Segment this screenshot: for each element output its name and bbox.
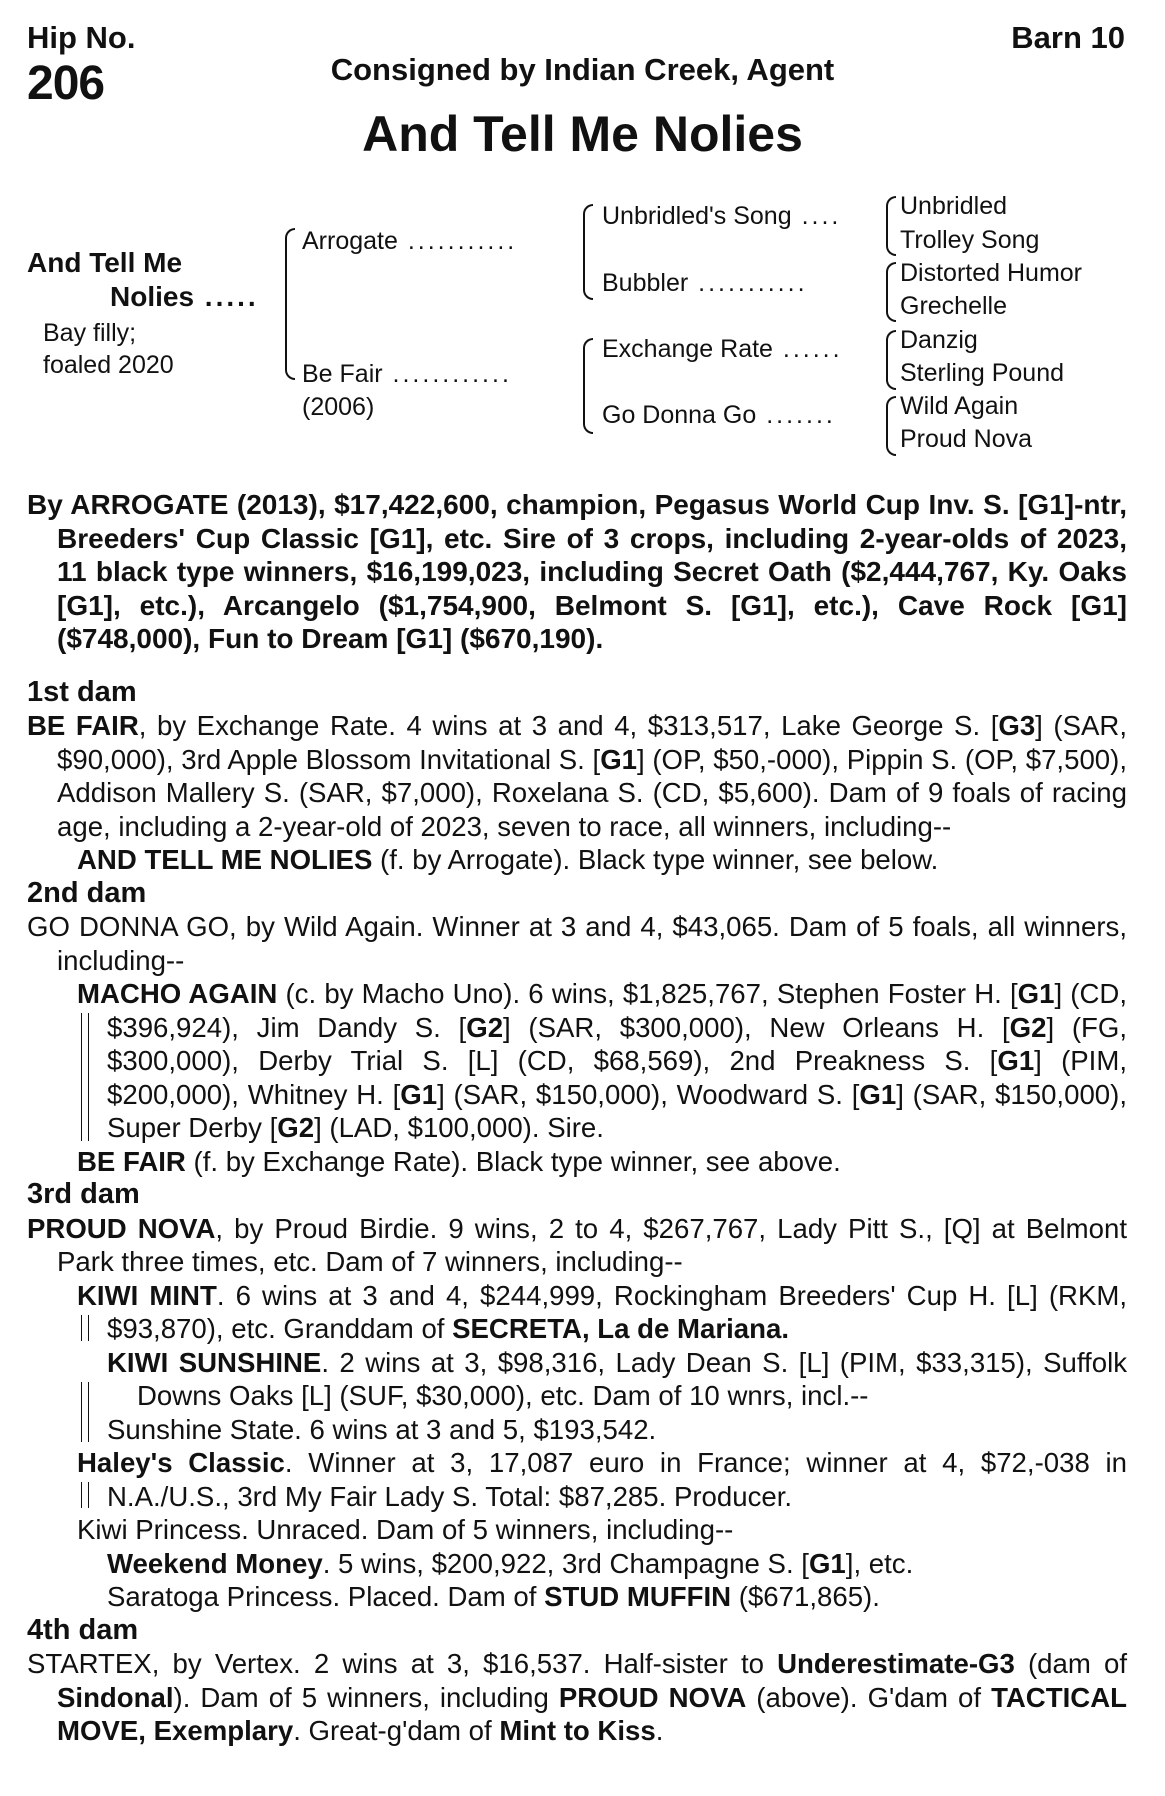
fourth-dam-paragraph: STARTEX, by Vertex. 2 wins at 3, $16,537. Half-sister to Underestimate-G3 (dam of Sindonal). Dam of 5 winners, including PROUD NOVA (above). G'dam of TACTICAL MOVE, Exemplary. Great-g'dam of Mint to Kiss.	[27, 1648, 1127, 1746]
consignor: Consigned by Indian Creek, Agent	[330, 52, 835, 87]
catalog-page-body	[27, 488, 1127, 1748]
kiwi-princess-produce-weekend-money: Weekend Money. 5 wins, $200,922, 3rd Champagne S. [G1], etc.	[107, 1547, 914, 1579]
pedigree-brace-g3-3	[886, 330, 896, 390]
pedigree-sire-dam: Bubbler ...........	[602, 269, 808, 297]
hip-number: 206	[27, 57, 105, 110]
third-dam-produce-haleys-classic: Haley's Classic. Winner at 3, 17,087 euro in France; winner at 4, $72,-038 in N.A./U.S., 3rd My Fair Lady S. Total: $87,285. Producer.	[77, 1447, 1127, 1512]
pedigree-g3-7: Wild Again	[900, 392, 1019, 420]
pedigree-dam-dam: Go Donna Go .......	[602, 401, 836, 429]
sire-paragraph: By ARROGATE (2013), $17,422,600, champion, Pegasus World Cup Inv. S. [G1]-ntr, Breeders' Cup Classic [G1], etc. Sire of 3 crops, including 2-year-olds of 2023, 11 black type winners, $16,199,023, including Secret Oath ($2,444,767, Ky. Oaks [G1], etc.), Arcangelo ($1,754,900, Belmont S. [G1], etc.), Cave Rock [G1] ($748,000), Fun to Dream [G1] ($670,190).	[27, 489, 1127, 654]
haleys-vertical-rule	[81, 1482, 89, 1508]
pedigree-brace-g3-2	[886, 262, 896, 322]
pedigree-dam-year: (2006)	[302, 393, 375, 421]
pedigree-brace-g3-4	[886, 396, 896, 456]
kiwi-sunshine-vertical-rule	[81, 1382, 89, 1442]
second-dam-produce-be-fair: BE FAIR (f. by Exchange Rate). Black type winner, see above.	[77, 1145, 841, 1177]
pedigree-brace-dam	[583, 338, 593, 434]
pedigree-horse-desc2: foaled 2020	[43, 351, 174, 379]
third-dam-produce-kiwi-sunshine	[27, 1346, 1127, 1447]
sunshine-state-text: Sunshine State. 6 wins at 3 and 5, $193,542.	[107, 1413, 657, 1445]
pedigree-brace-g3-1	[886, 196, 896, 256]
first-dam-produce: AND TELL ME NOLIES (f. by Arrogate). Black type winner, see below.	[77, 844, 939, 875]
horse-title: And Tell Me Nolies	[362, 106, 803, 162]
second-dam-vertical-rule	[81, 1013, 89, 1141]
pedigree-dam-sire: Exchange Rate ......	[602, 335, 843, 363]
pedigree-g3-6: Sterling Pound	[900, 359, 1065, 387]
first-dam-heading: 1st dam	[27, 675, 137, 708]
hip-label: Hip No.	[27, 20, 136, 55]
kiwi-princess-produce-saratoga-princess: Saratoga Princess. Placed. Dam of STUD MUFFIN ($671,865).	[107, 1581, 880, 1612]
kiwi-sunshine-text: KIWI SUNSHINE. 2 wins at 3, $98,316, Lady Dean S. [L] (PIM, $33,315), Suffolk Downs Oaks [L] (SUF, $30,000), etc. Dam of 10 wnrs, incl.--	[107, 1346, 1128, 1411]
pedigree-horse-line1: And Tell Me	[27, 247, 183, 278]
fourth-dam-heading: 4th dam	[27, 1613, 139, 1646]
pedigree-g3-8: Proud Nova	[900, 425, 1033, 453]
pedigree-dam: Be Fair ............	[302, 360, 512, 388]
third-dam-paragraph: PROUD NOVA, by Proud Birdie. 9 wins, 2 to 4, $267,767, Lady Pitt S., [Q] at Belmont Park three times, etc. Dam of 7 winners, including--	[27, 1212, 1127, 1277]
pedigree-g3-1: Unbridled	[900, 192, 1008, 220]
pedigree-horse-line2: Nolies .....	[110, 281, 259, 312]
pedigree-g3-3: Distorted Humor	[900, 259, 1082, 287]
pedigree-g3-4: Grechelle	[900, 292, 1007, 320]
pedigree-horse-desc1: Bay filly;	[43, 319, 137, 347]
pedigree-sire: Arrogate ...........	[302, 227, 518, 255]
barn-number: Barn 10	[1011, 20, 1125, 55]
first-dam-paragraph: BE FAIR, by Exchange Rate. 4 wins at 3 and 4, $313,517, Lake George S. [G3] (SAR, $90,000), 3rd Apple Blossom Invitational S. [G1] (OP, $50,-000), Pippin S. (OP, $7,500), Addison Mallery S. (SAR, $7,000), Roxelana S. (CD, $5,600). Dam of 9 foals of racing age, including a 2-year-old of 2023, seven to race, all winners, including--	[27, 710, 1127, 842]
third-dam-produce-kiwi-princess: Kiwi Princess. Unraced. Dam of 5 winners, including--	[77, 1514, 734, 1545]
third-dam-produce-kiwi-mint: KIWI MINT. 6 wins at 3 and 4, $244,999, Rockingham Breeders' Cup H. [L] (RKM, $93,870), etc. Granddam of SECRETA, La de Mariana.	[77, 1279, 1127, 1344]
pedigree-g3-2: Trolley Song	[900, 226, 1040, 254]
kiwi-mint-vertical-rule	[81, 1315, 89, 1341]
second-dam-heading: 2nd dam	[27, 876, 147, 909]
pedigree-brace-gen1	[285, 228, 295, 380]
third-dam-heading: 3rd dam	[27, 1178, 140, 1210]
pedigree-brace-sire	[583, 204, 593, 300]
second-dam-paragraph: GO DONNA GO, by Wild Again. Winner at 3 and 4, $43,065. Dam of 5 foals, all winners, including--	[27, 911, 1127, 976]
second-dam-produce-macho-again: MACHO AGAIN (c. by Macho Uno). 6 wins, $1,825,767, Stephen Foster H. [G1] (CD, $396,924), Jim Dandy S. [G2] (SAR, $300,000), New Orleans H. [G2] (FG, $300,000), Derby Trial S. [L] (CD, $68,569), 2nd Preakness S. [G1] (PIM, $200,000), Whitney H. [G1] (SAR, $150,000), Woodward S. [G1] (SAR, $150,000), Super Derby [G2] (LAD, $100,000). Sire.	[77, 978, 1128, 1143]
pedigree-sire-sire: Unbridled's Song ....	[602, 202, 842, 230]
pedigree-g3-5: Danzig	[900, 326, 978, 354]
